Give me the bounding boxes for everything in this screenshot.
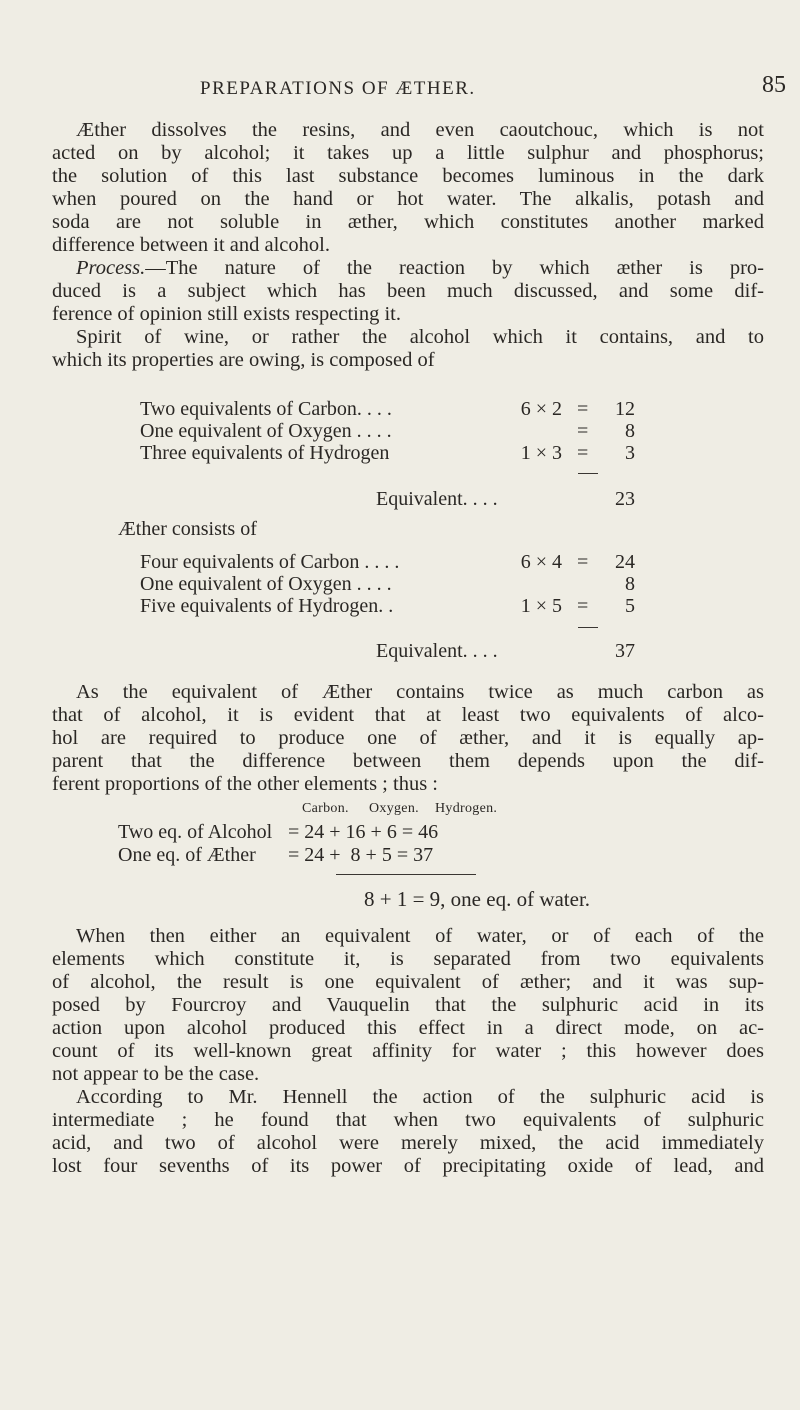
text-line: ference of opinion still exists respecting it. [52, 303, 401, 325]
row-label: Four equivalents of Carbon . . . . [140, 551, 400, 573]
row-label: Five equivalents of Hydrogen. . [140, 595, 394, 617]
text-line: Spirit of wine, or rather the alcohol which it contains, and to [76, 326, 764, 348]
text-line: posed by Fourcroy and Vauquelin that the sulphuric acid in its [52, 994, 764, 1016]
text-line: soda are not soluble in æther, which constitutes another marked [52, 211, 764, 233]
row-value: 5 [625, 595, 635, 617]
column-header-oxygen: Oxygen. [369, 801, 419, 816]
row-value: 24 [615, 551, 635, 573]
sum-rule [578, 473, 598, 474]
text-line: which its properties are owing, is composed of [52, 349, 435, 371]
equals-sign: = [577, 420, 589, 442]
comparison-result: 8 + 1 = 9, one eq. of water. [364, 887, 591, 911]
column-header-hydrogen: Hydrogen. [435, 801, 498, 816]
row-label: Two equivalents of Carbon. . . . [140, 398, 392, 420]
row-value: 8 [625, 420, 635, 442]
sum-rule [336, 874, 476, 875]
text-line: ferent proportions of the other elements ; thus : [52, 773, 438, 795]
row-expression: = 24 + 8 + 5 = 37 [288, 844, 434, 866]
row-label: One equivalent of Oxygen . . . . [140, 420, 392, 442]
text-line: Æther dissolves the resins, and even caoutchouc, which is not [76, 119, 764, 141]
row-value: 3 [625, 442, 635, 464]
text-line: elements which constitute it, is separated from two equivalents [52, 948, 764, 970]
paragraph-hennell [52, 1086, 764, 1178]
ether-intro: Æther consists of [118, 518, 257, 540]
text-line: not appear to be the case. [52, 1063, 260, 1085]
row-expression: 6 × 2 [520, 398, 562, 420]
column-header-carbon: Carbon. [302, 801, 349, 816]
text-line: According to Mr. Hennell the action of the sulphuric acid is [76, 1086, 764, 1108]
row-expression: 6 × 4 [520, 551, 562, 573]
sum-rule [578, 627, 598, 628]
text-line: duced is a subject which has been much discussed, and some dif- [52, 280, 764, 302]
paragraph-water-separation [52, 925, 764, 1086]
text-line: hol are required to produce one of æther, and it is equally ap- [52, 727, 764, 749]
row-expression: = 24 + 16 + 6 = 46 [288, 821, 439, 843]
row-label: Three equivalents of Hydrogen [140, 442, 390, 464]
text-line [52, 257, 764, 280]
text-line: acted on by alcohol; it takes up a little sulphur and phosphorus; [52, 142, 764, 164]
paragraph-spirit-of-wine [52, 326, 764, 372]
row-expression: 1 × 3 [520, 442, 562, 464]
text-line: parent that the difference between them depends upon the dif- [52, 750, 764, 772]
row-label: One equivalent of Oxygen . . . . [140, 573, 392, 595]
paragraph-ether-solvent [52, 119, 764, 257]
row-label: One eq. of Æther [118, 844, 256, 866]
text-line: lost four sevenths of its power of precipitating oxide of lead, and [52, 1155, 764, 1177]
text-line: when poured on the hand or hot water. The alkalis, potash and [52, 188, 764, 210]
text-line: intermediate ; he found that when two equivalents of sulphuric [52, 1109, 764, 1131]
paragraph-process [52, 257, 764, 326]
row-label: Two eq. of Alcohol [118, 821, 273, 843]
text-line: of alcohol, the result is one equivalent of æther; and it was sup- [52, 971, 764, 993]
equals-sign: = [577, 551, 589, 573]
equals-sign: = [577, 398, 589, 420]
text-line: difference between it and alcohol. [52, 234, 330, 256]
text-line: When then either an equivalent of water, or of each of the [76, 925, 764, 947]
text-line: acid, and two of alcohol were merely mixed, the acid immediately [52, 1132, 764, 1154]
equals-sign: = [577, 595, 589, 617]
total-label: Equivalent. . . . [376, 640, 498, 662]
total-value: 37 [615, 640, 635, 662]
text-line: As the equivalent of Æther contains twice as much carbon as [76, 681, 764, 703]
page-number: 85 [762, 72, 786, 98]
equals-sign: = [577, 442, 589, 464]
row-expression: 1 × 5 [520, 595, 562, 617]
process-heading: Process. [76, 257, 146, 279]
page-header [0, 72, 800, 112]
text-line: that of alcohol, it is evident that at least two equivalents of alco- [52, 704, 764, 726]
row-value: 8 [625, 573, 635, 595]
paragraph-equivalent-comparison [52, 681, 764, 796]
total-value: 23 [615, 488, 635, 510]
text-line: count of its well-known great affinity for water ; this however does [52, 1040, 764, 1062]
process-text: —The nature of the reaction by which æther is pro- [145, 257, 764, 279]
total-label: Equivalent. . . . [376, 488, 498, 510]
text-line: action upon alcohol produced this effect in a direct mode, on ac- [52, 1017, 764, 1039]
text-line: the solution of this last substance becomes luminous in the dark [52, 165, 764, 187]
running-title: PREPARATIONS OF ÆTHER. [200, 78, 476, 99]
row-value: 12 [615, 398, 635, 420]
